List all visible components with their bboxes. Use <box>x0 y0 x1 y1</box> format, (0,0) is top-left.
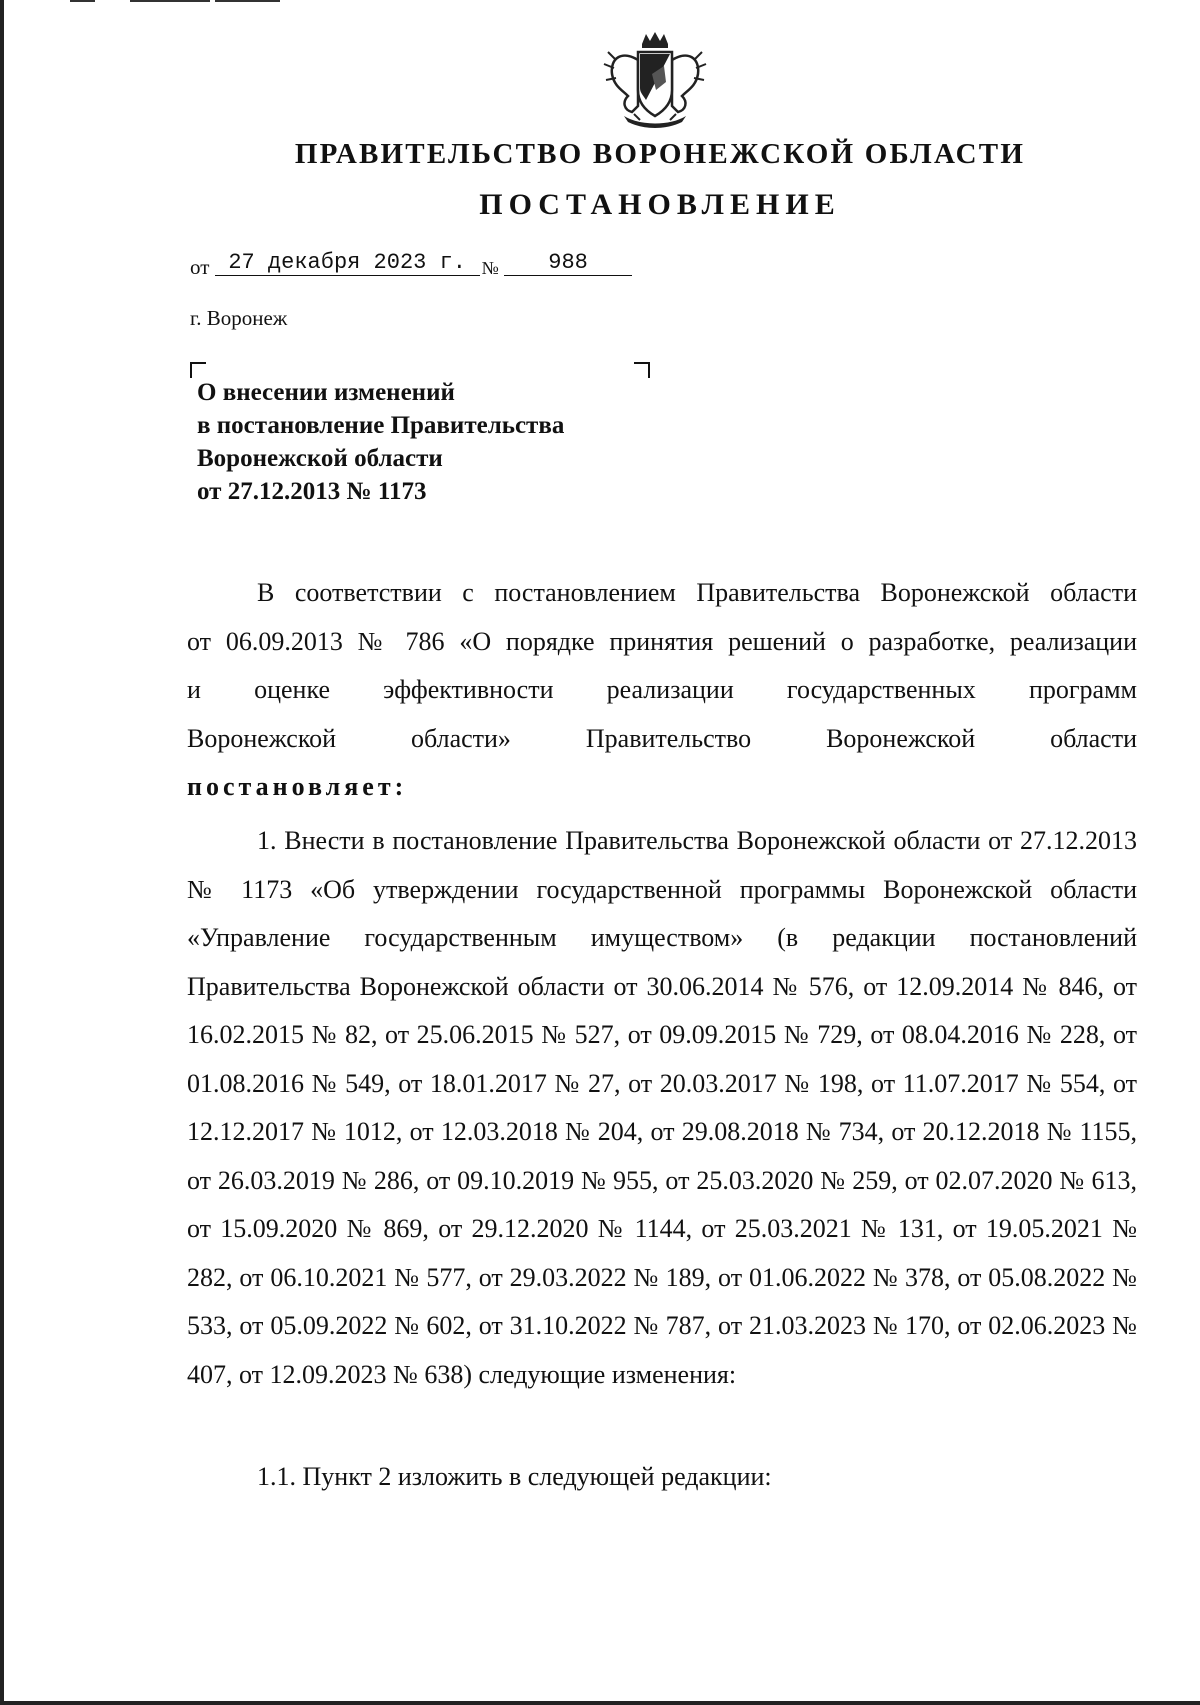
preamble-line: В соответствии с постановлением Правительства Воронежской области <box>257 578 1137 607</box>
number-sign: № <box>481 258 499 278</box>
item-1-1: 1.1. Пункт 2 изложить в следующей редакции: <box>257 1462 772 1491</box>
subject-line: О внесении изменений <box>197 379 455 406</box>
document-number: 988 <box>504 250 632 276</box>
scan-mark <box>215 0 280 2</box>
preamble <box>187 569 1137 812</box>
subject-bracket-right <box>634 362 650 378</box>
from-prefix: от <box>190 255 210 279</box>
subject-line: от 27.12.2013 № 1173 <box>197 478 427 505</box>
preamble-line: от 06.09.2013 № 786 «О порядке принятия решений о разработке, реализации <box>187 626 1137 656</box>
decree-word: постановляет: <box>187 772 408 801</box>
date-number-line <box>190 250 632 282</box>
preamble-line: Воронежской области» Правительство Воронежской области <box>187 723 1137 753</box>
item-1: 1. Внести в постановление Правительства Воронежской области от 27.12.2013 № 1173 «Об утверждении государственной программы Воронежской области «Управление государственным имуществом» (в редакции постановлений Правительства Воронежской области от 30.06.2014 № 576, от 12.09.2014 № 846, от 16.02.2015 № 82, от 25.06.2015 № 527, от 09.09.2015 № 729, от 08.04.2016 № 228, от 01.08.2016 № 549, от 18.01.2017 № 27, от 20.03.2017 № 198, от 11.07.2017 № 554, от 12.12.2017 № 1012, от 12.03.2018 № 204, от 29.08.2018 № 734, от 20.12.2018 № 1155, от 26.03.2019 № 286, от 09.10.2019 № 955, от 25.03.2020 № 259, от 02.07.2020 № 613, от 15.09.2020 № 869, от 29.12.2020 № 1144, от 25.03.2021 № 131, от 19.05.2021 № 282, от 06.10.2021 № 577, от 29.03.2022 № 189, от 01.06.2022 № 378, от 05.08.2022 № 533, от 05.09.2022 № 602, от 31.10.2022 № 787, от 21.03.2023 № 170, от 02.06.2023 № 407, от 12.09.2023 № 638) следующие изменения: <box>187 826 1137 1389</box>
document-subject <box>197 376 564 508</box>
subject-line: Воронежской области <box>197 445 443 472</box>
document-date: 27 декабря 2023 г. <box>215 250 480 276</box>
scan-mark <box>70 0 95 2</box>
subject-line: в постановление Правительства <box>197 412 565 439</box>
city: г. Воронеж <box>190 306 288 330</box>
preamble-line: и оценке эффективности реализации государственных программ <box>187 675 1137 704</box>
scan-mark <box>130 0 210 2</box>
scan-edge-left <box>0 0 4 1705</box>
government-title: ПРАВИТЕЛЬСТВО ВОРОНЕЖСКОЙ ОБЛАСТИ <box>294 138 1026 170</box>
scan-edge-bottom <box>0 1701 1200 1705</box>
coat-of-arms-icon <box>600 30 710 130</box>
document-type: ПОСТАНОВЛЕНИЕ <box>479 188 841 221</box>
